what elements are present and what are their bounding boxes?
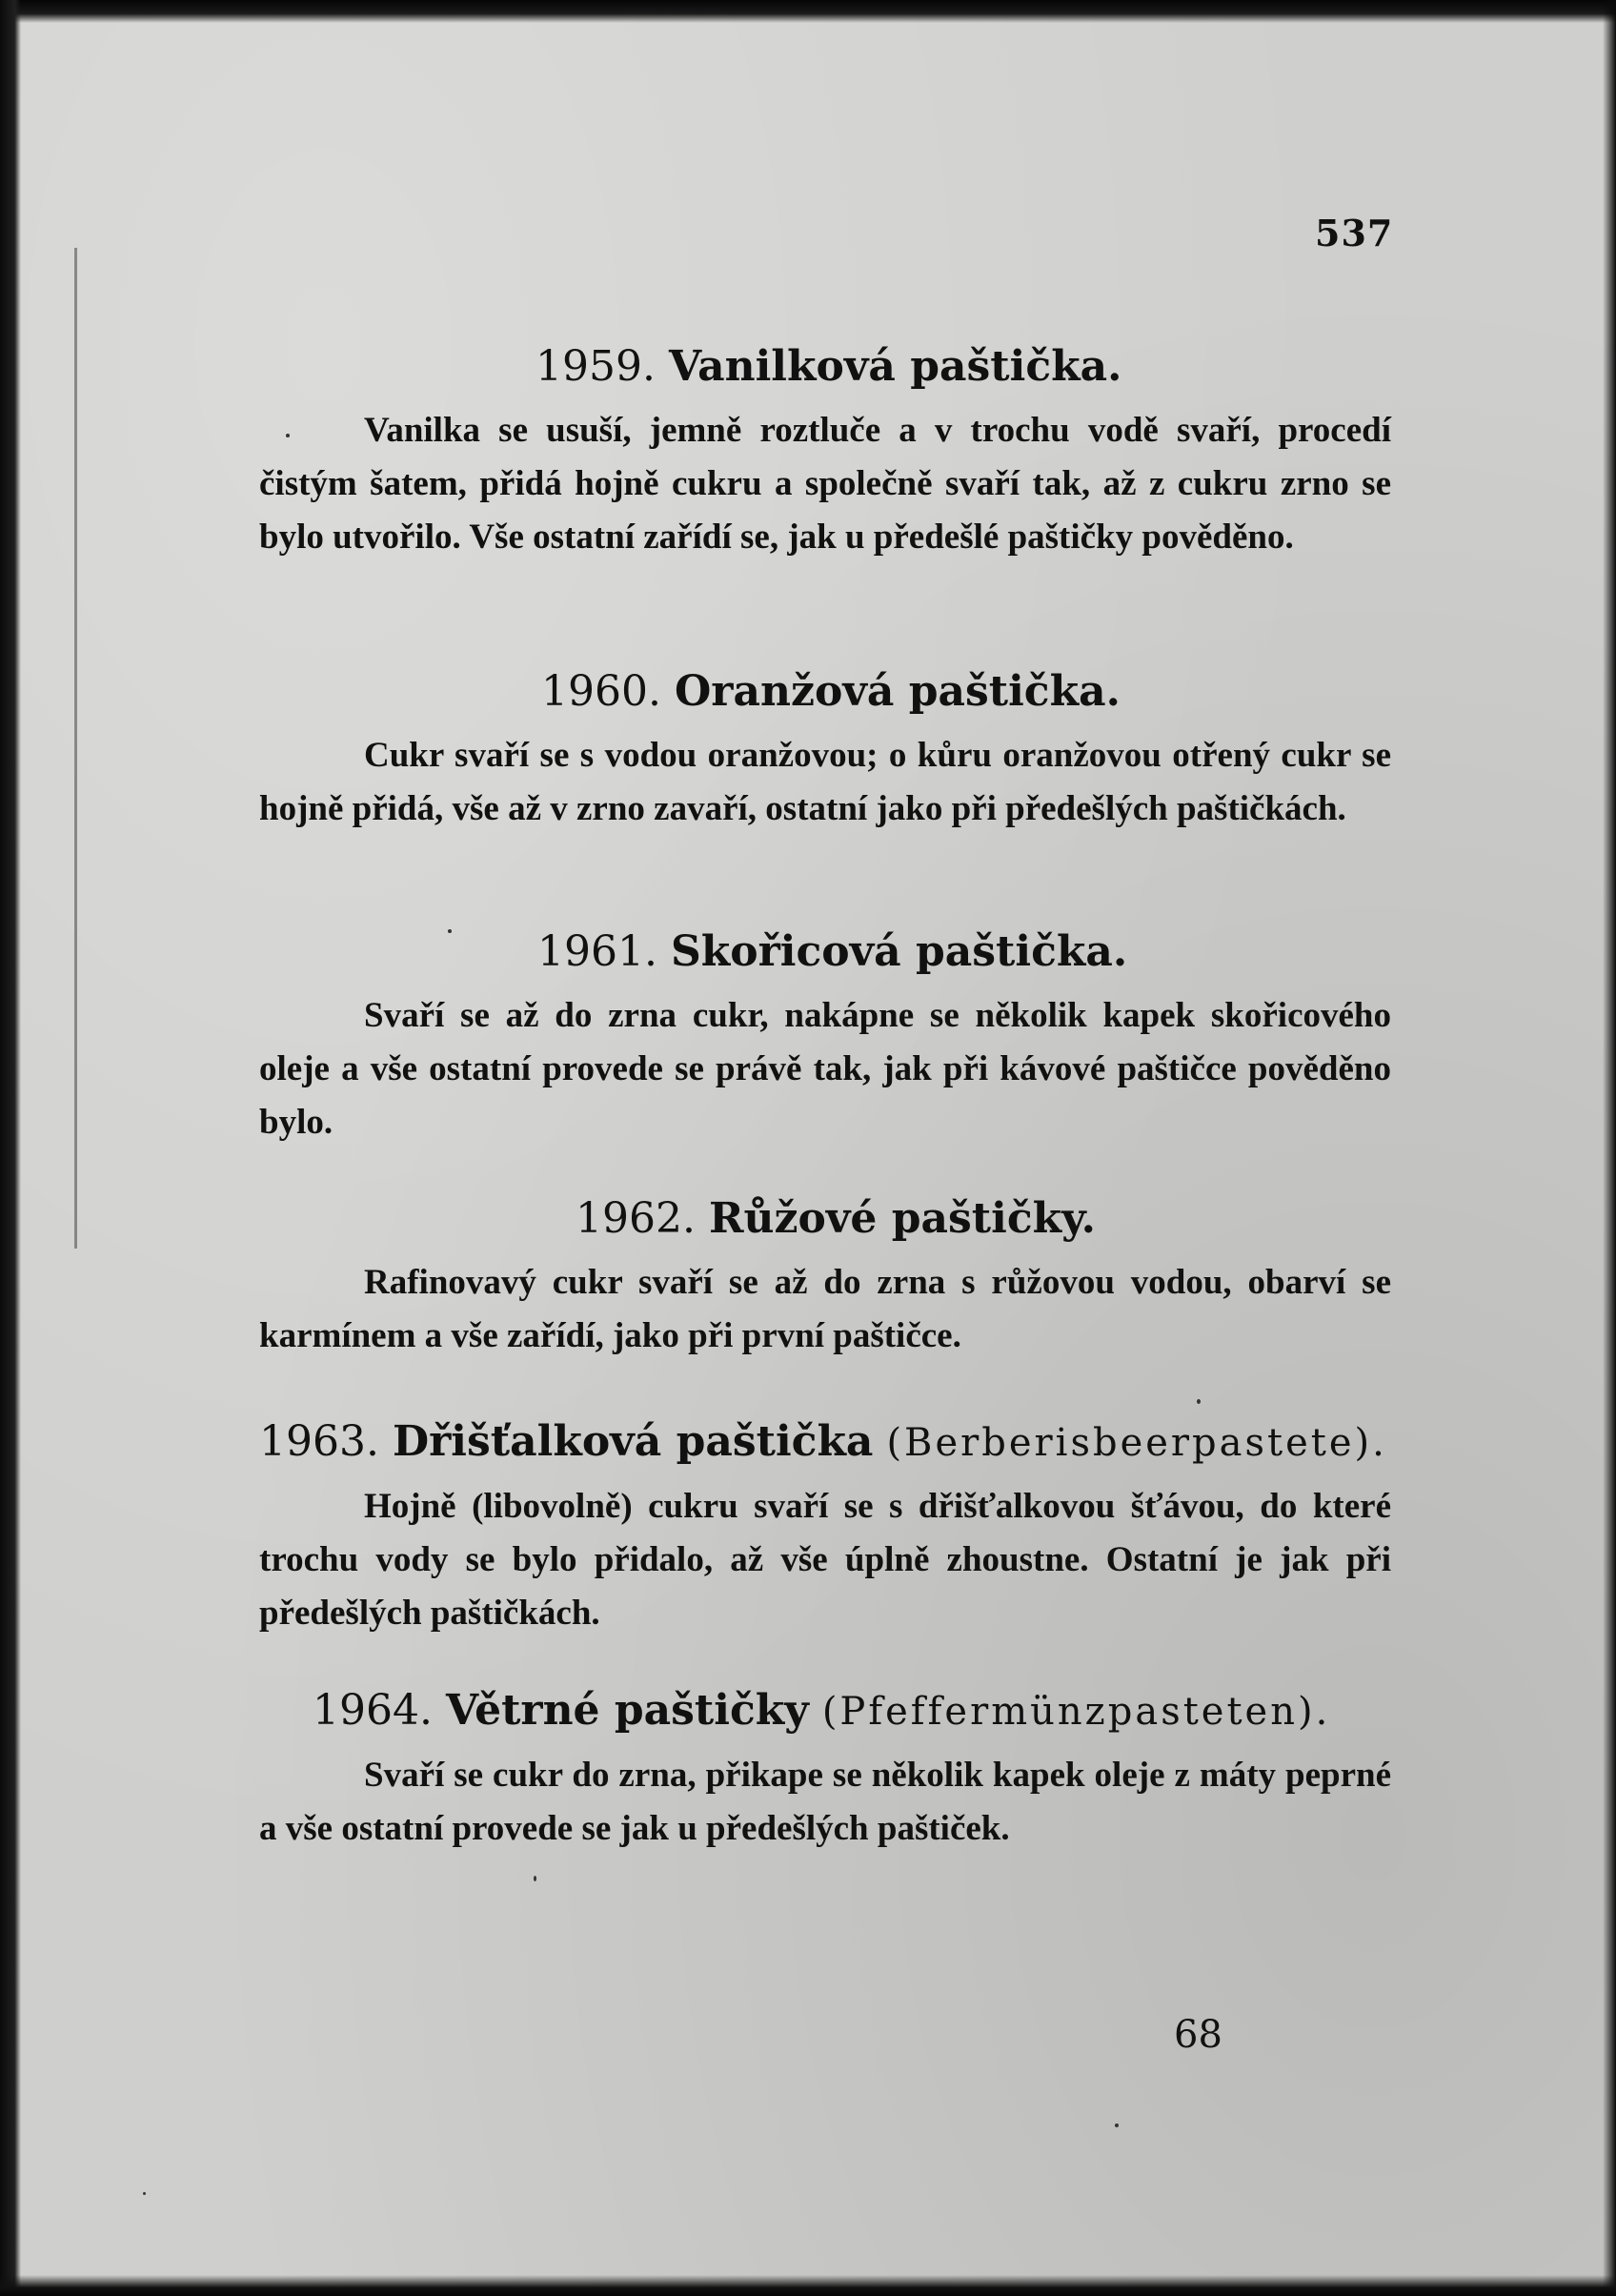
scan-edge-top <box>0 0 1616 23</box>
recipe-title: Oranžová paštička. <box>674 667 1121 716</box>
recipe-title: Větrné paštičky <box>445 1686 809 1735</box>
recipe-text: Hojně (libovolně) cukru svaří se s dřišťalkovou šťávou, do které trochu vody se bylo přidalo, až vše úplně zhoustne. Ostatní je jak při předešlých paštičkách. <box>259 1487 1391 1633</box>
recipe-text: Svaří se až do zrna cukr, nakápne se několik kapek skořicového oleje a vše ostatní provede se právě tak, jak při kávové paštičce pověděno bylo. <box>259 996 1391 1142</box>
recipe-german-name: (Berberisbeerpastete). <box>886 1421 1387 1465</box>
signature-mark: 68 <box>1174 2013 1222 2057</box>
scan-edge-left <box>0 0 21 2296</box>
recipe-text: Rafinovavý cukr svaří se až do zrna s růžovou vodou, obarví se karmínem a vše zařídí, jako při první paštičce. <box>259 1263 1391 1355</box>
recipe-text: Svaří se cukr do zrna, přikape se několik kapek oleje z máty peprné a vše ostatní provede se jak u předešlých paštiček. <box>259 1756 1391 1848</box>
entry-1959 <box>259 339 1391 564</box>
recipe-number: 1962. <box>576 1194 696 1243</box>
recipe-heading <box>259 1683 1391 1739</box>
scan-edge-right <box>1603 0 1616 2296</box>
recipe-heading <box>259 339 1391 395</box>
recipe-number: 1959. <box>535 342 656 391</box>
recipe-number: 1961. <box>537 927 657 976</box>
recipe-title: Skořicová paštička. <box>670 927 1128 976</box>
entry-1963 <box>259 1414 1391 1640</box>
binding-shadow <box>74 248 77 1249</box>
entry-1962 <box>259 1191 1391 1363</box>
recipe-title: Vanilková paštička. <box>668 342 1122 391</box>
recipe-text: Vanilka se usuší, jemně roztluče a v trochu vodě svaří, procedí čistým šatem, přidá hojně cukru a společně svaří tak, až z cukru zrno se bylo utvořilo. Vše ostatní zařídí se, jak u předešlé paštičky pověděno. <box>259 411 1391 557</box>
entry-1961 <box>259 924 1391 1149</box>
entry-1964 <box>259 1683 1391 1856</box>
recipe-title: Dřišťalková paštička <box>392 1417 874 1466</box>
recipe-text: Cukr svaří se s vodou oranžovou; o kůru oranžovou otřený cukr se hojně přidá, vše až v zrno zavaří, ostatní jako při předešlých paštičkách. <box>259 736 1391 828</box>
recipe-german-name: (Pfeffermünzpasteten). <box>821 1690 1331 1734</box>
recipe-number: 1960. <box>541 667 661 716</box>
scan-edge-bottom <box>0 2275 1616 2296</box>
entry-1960 <box>259 664 1391 836</box>
recipe-heading <box>259 664 1391 720</box>
recipe-heading <box>259 924 1391 980</box>
recipe-number: 1964. <box>313 1686 433 1735</box>
recipe-heading <box>259 1414 1391 1471</box>
page-number: 537 <box>1315 212 1394 254</box>
recipe-number: 1963. <box>259 1417 379 1466</box>
recipe-title: Růžové paštičky. <box>708 1194 1096 1243</box>
recipe-heading <box>259 1191 1391 1247</box>
